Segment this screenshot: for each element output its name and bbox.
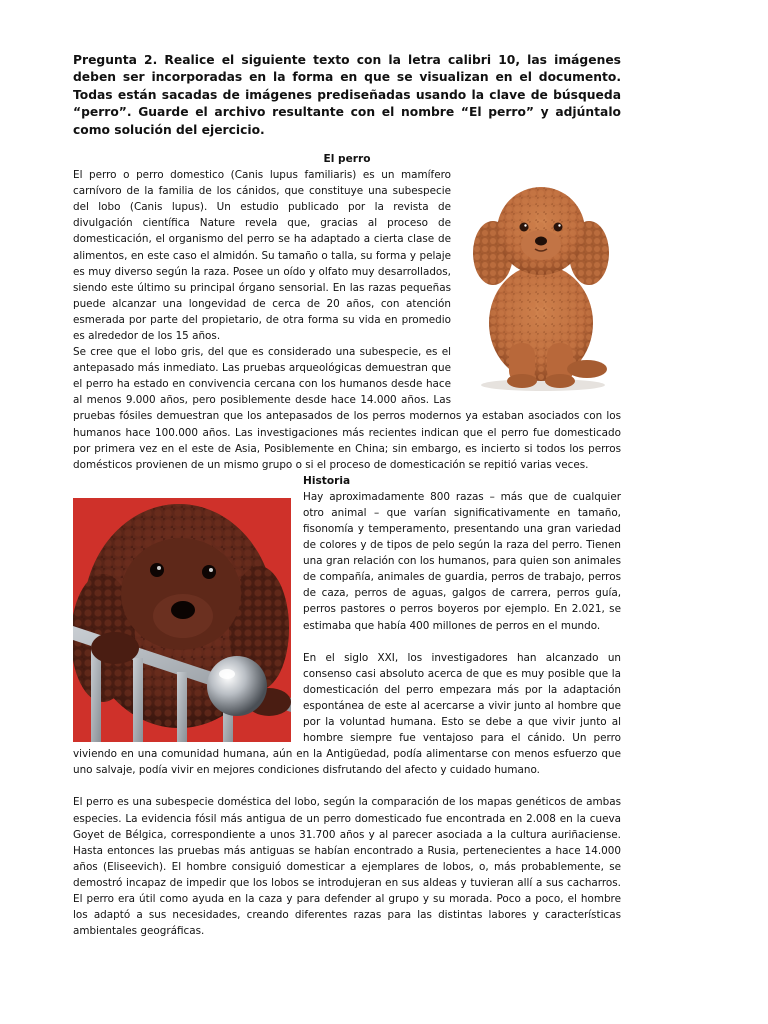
historia-paragraph-3: El perro es una subespecie doméstica del lobo, según la comparación de los mapas genéticos de ambas especies. La evidencia fósil más antigua de un perro domesticado fue encontrada en 2.008 en la cueva Goyet de Bélgica, correspondiente a unos 31.700 años y al parecer asociada a la cultura auriñaciense. Hasta entonces las pruebas más antiguas se habían encontrado a Rusia, pertenecientes a hace 14.000 años (Eliseevich). El hombre consiguió domesticar a ejemplares de lobos, o, más probablemente, se demostró incapaz de impedir que los lobos se introdujeran en sus aldeas y tuvieran allí a sus cacharros. El perro era útil como ayuda en la caza y para defender al grupo y su morada. Poco a poco, el hombre los adaptó a sus necesidades, creando diferentes razas para las distintas labores y características ambientales geográficas. bbox=[73, 796, 621, 938]
poodle-puppy-illustration bbox=[465, 173, 615, 395]
question-heading: Pregunta 2. Realice el siguiente texto con la letra calibri 10, las imágenes deben ser incorporadas en la forma en que se visualizan en el documento. Todas están sacadas de imágenes prediseñadas usando la clave de búsqueda “perro”. Guarde el archivo resultante con el nombre “El perro” y adjúntalo como solución del ejercicio. bbox=[73, 53, 621, 137]
section-title-el-perro: El perro bbox=[323, 153, 371, 166]
intro-paragraph-1: El perro o perro domestico (Canis lupus familiaris) es un mamífero carnívoro de la familia de los cánidos, que constituye una subespecie del lobo (Canis lupus). Un estudio publicado por la revista de divulgación científica Nature revela que, gracias al proceso de domesticación, el organismo del perro se ha adaptado a cierta clase de alimentos, en este caso el almidón. Su tamaño o talla, su forma y pelaje es muy diverso según la raza. Posee un oído y olfato muy desarrollados, siendo este último su principal órgano sensorial. En las razas pequeñas puede alcanzar una longevidad de cerca de 20 años, con atención esmerada por parte del propietario, de otra forma su vida en promedio es alrededor de los 15 años. bbox=[73, 169, 451, 342]
section-title-historia: Historia bbox=[303, 474, 351, 487]
intro-paragraph-2: Se cree que el lobo gris, del que es considerado una subespecie, es el antepasado más inmediato. Las pruebas arqueológicas demuestran que el perro ha estado en convivencia cercana con los humanos desde hace al menos 9.000 años, pero posiblemente desde hace 14.000 años. Las pruebas fósiles demuestran que los antepasados de los perros modernos ya estaban asociados con los humanos hace 100.000 años. Las investigaciones más recientes indican que el perro fue domesticado por primera vez en el este de Asia, Posiblemente en China; sin embargo, es incierto si todos los perros domésticos provienen de un mismo grupo o si el proceso de domesticación se repitió varias veces. bbox=[73, 346, 621, 471]
poodle-puppy-image bbox=[465, 173, 615, 395]
dark-poodle-image bbox=[73, 498, 291, 742]
historia-paragraph-2: En el siglo XXI, los investigadores han alcanzado un consenso casi absoluto acerca de que es muy posible que la domesticación del perro empezara más por la adaptación espontánea de este al acercarse a vivir junto al hombre que por la voluntad humana. Esto se debe a que vivir junto al hombre siempre fue ventajoso para el cánido. Un perro viviendo en una comunidad humana, aún en la Antigüedad, podía alimentarse con menos esfuerzo que uno salvaje, podía vivir en mejores condiciones disfrutando del afecto y cuidado humano. bbox=[73, 651, 621, 777]
document-page bbox=[73, 52, 621, 939]
dark-poodle-illustration bbox=[73, 498, 291, 742]
historia-paragraph-1: Hay aproximadamente 800 razas – más que de cualquier otro animal – que varían significativamente en tamaño, fisonomía y temperamento, presentando una gran variedad de colores y de tipos de pelo según la raza del perro. Tienen una gran relación con los humanos, para quien son animales de compañía, animales de guardia, perros de trabajo, perros de caza, perros de aguas, galgos de carrera, perros guía, perros pastores o perros boyeros por ejemplo. En 2.021, se estimaba que había 400 millones de perros en el mundo. bbox=[303, 490, 621, 632]
